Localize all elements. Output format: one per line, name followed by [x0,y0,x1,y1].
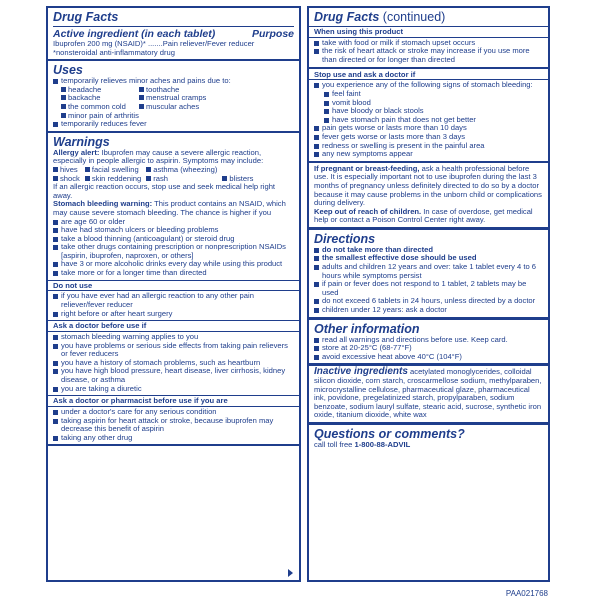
other-info-section [309,320,548,367]
list-item: take more or for a longer time than directed [53,269,294,278]
list-item: read all warnings and directions before use. Keep card. [314,336,543,345]
list-item: fever gets worse or lasts more than 3 days [314,133,543,142]
list-item: if you have ever had an allergic reaction to any other pain reliever/fever reducer [53,292,294,309]
list-item: store at 20-25°C (68-77°F) [314,344,543,353]
when-using-section [309,8,548,69]
list-item: blisters [222,175,253,184]
list-item: take other drugs containing prescription or nonprescription NSAIDs [aspirin, ibuprofen, naproxen, or others] [53,243,294,260]
continued-arrow-icon [288,569,293,577]
list-item: you have problems or serious side effects from taking pain relievers or fever reducers [53,342,294,359]
when-using-title: When using this product [309,26,548,38]
ask-pharmacist-list [53,408,294,442]
ask-doctor-list [53,333,294,393]
list-item: if pain or fever does not respond to 1 tablet, 2 tablets may be used [314,280,543,297]
drug-facts-continued-title: Drug Facts (continued) [314,10,446,24]
warnings-section [48,133,299,447]
list-item: feel faint [324,90,543,99]
active-ingredient-line: Ibuprofen 200 mg (NSAID)* .......Pain reliever/Fever reducer [53,39,255,48]
when-using-list [314,39,543,65]
questions-contact: call toll free 1-800-88-ADVIL [314,439,411,449]
inactive-ingredients-section [309,366,548,425]
questions-section [309,425,548,452]
list-item: pain gets worse or lasts more than 10 days [314,124,543,133]
list-item: have 3 or more alcoholic drinks every day while using this product [53,260,294,269]
stop-intro: you experience any of the following signs of stomach bleeding: [314,81,543,90]
list-item: do not take more than directed [314,246,543,255]
directions-list [314,246,543,315]
list-item: asthma (wheezing) [146,166,217,175]
uses-title: Uses [53,63,83,78]
stop-use-list [314,124,543,158]
pregnancy-section [309,163,548,230]
uses-grid [53,86,294,112]
allergy-after: If an allergic reaction occurs, stop use and seek medical help right away. [53,182,276,200]
stomach-list [53,218,294,278]
do-not-use-title: Do not use [48,280,299,292]
list-item: stomach bleeding warning applies to you [53,333,294,342]
questions-title: Questions or comments? [314,426,465,441]
list-item: taking any other drug [53,434,294,443]
list-item: headache [61,86,139,95]
keep-out-warning: Keep out of reach of children. In case of overdose, get medical help or contact a Poison Control Center right away. [314,206,533,225]
list-item: have bloody or black stools [324,107,543,116]
list-item: take with food or milk if stomach upset occurs [314,39,543,48]
stop-use-title: Stop use and ask a doctor if [309,71,548,81]
active-ingredient-heading: Active ingredient (in each tablet) [53,28,216,40]
uses-fever: temporarily reduces fever [53,120,294,129]
list-item: you are taking a diuretic [53,385,294,394]
directions-section [309,230,548,320]
list-item: you have a history of stomach problems, such as heartburn [53,359,294,368]
nsaid-note: *nonsteroidal anti-inflammatory drug [53,47,175,57]
list-item: are age 60 or older [53,218,294,227]
stop-use-section [309,69,548,163]
ask-pharmacist-title: Ask a doctor or pharmacist before use if you are [48,395,299,407]
list-item: vomit blood [324,99,543,108]
list-item: facial swelling [85,166,141,175]
drug-facts-right-panel [307,6,550,582]
list-item: adults and children 12 years and over: take 1 tablet every 4 to 6 hours while symptoms persist [314,263,543,280]
product-code: PAA021768 [505,589,548,598]
list-item: any new symptoms appear [314,150,543,159]
list-item: the smallest effective dose should be used [314,254,543,263]
list-item: skin reddening [85,175,141,184]
allergy-alert: Allergy alert: Ibuprofen may cause a severe allergic reaction, especially in people allergic to aspirin. Symptoms may include: [53,147,264,166]
list-item: under a doctor's care for any serious condition [53,408,294,417]
symptoms-grid [53,166,294,183]
list-item: have had stomach ulcers or bleeding problems [53,226,294,235]
list-item: have stomach pain that does not get better [324,116,543,125]
uses-section [48,61,299,133]
ask-doctor-title: Ask a doctor before use if [48,320,299,332]
list-item: rash [146,175,217,184]
active-ingredient-section [48,8,299,61]
pregnancy-warning: If pregnant or breast-feeding, ask a health professional before use. It is especially important not to use ibuprofen during the last 3 months of pregnancy unless definitely directed to do so by a doctor because it may cause problems in the unborn child or complications during delivery. [314,163,542,208]
list-item: backache [61,94,139,103]
list-item: do not exceed 6 tablets in 24 hours, unless directed by a doctor [314,297,543,306]
other-info-title: Other information [314,321,420,336]
list-item: hives [53,166,80,175]
stomach-warning: Stomach bleeding warning: This product contains an NSAID, which may cause severe stomach bleeding. The chance is higher if you [53,199,286,217]
list-item: menstrual cramps [139,94,294,103]
do-not-use-list [53,292,294,318]
list-item: minor pain of arthritis [61,112,294,121]
list-item: the common cold [61,103,139,112]
purpose-heading: Purpose [251,28,294,40]
list-item: toothache [139,86,294,95]
stop-signs-list [314,90,543,124]
active-ingredient-header [53,26,294,40]
list-item: the risk of heart attack or stroke may increase if you use more than directed or for longer than directed [314,47,543,64]
directions-title: Directions [314,231,376,246]
drug-facts-title: Drug Facts [53,10,119,24]
warnings-title: Warnings [53,134,110,149]
list-item: muscular aches [139,103,294,112]
other-info-list [314,336,543,362]
list-item: taking aspirin for heart attack or stroke, because ibuprofen may decrease this benefit of aspirin [53,417,294,434]
list-item: right before or after heart surgery [53,310,294,319]
list-item: redness or swelling is present in the painful area [314,142,543,151]
list-item: take a blood thinning (anticoagulant) or steroid drug [53,235,294,244]
list-item: avoid excessive heat above 40°C (104°F) [314,353,543,362]
list-item: children under 12 years: ask a doctor [314,306,543,315]
inactive-ingredients: Inactive ingredients acetylated monoglycerides, colloidal silicon dioxide, corn starch, croscarmellose sodium, methylparaben, microcrystalline cellulose, pharmaceutical glaze, pharmaceutical ink, povidone, pregelatinized starch, propylparaben, sodium benzoate, sodium lauryl sulfate, stearic acid, sucrose, synthetic iron oxide, titanium dioxide, white wax [314,366,542,420]
list-item: shock [53,175,80,184]
list-item: you have high blood pressure, heart disease, liver cirrhosis, kidney disease, or asthma [53,367,294,384]
drug-facts-left-panel [46,6,301,582]
uses-intro: temporarily relieves minor aches and pains due to: [53,77,294,86]
phone-number: 1-800-88-ADVIL [354,439,411,449]
